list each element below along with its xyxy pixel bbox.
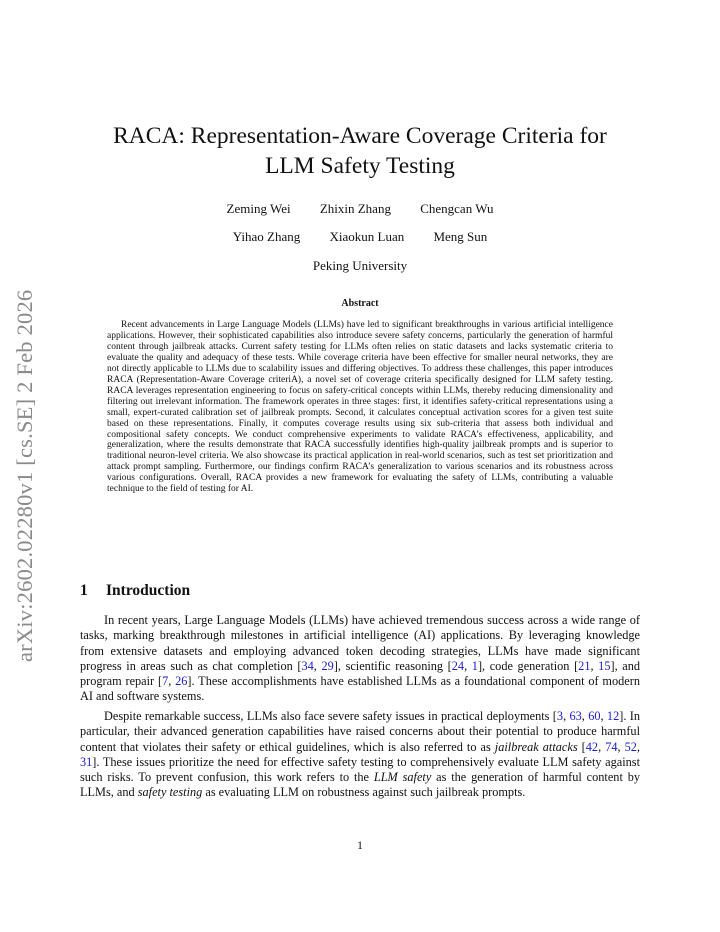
intro-paragraph-2: Despite remarkable success, LLMs also face severe safety issues in practical deployments [3, 63, 60, 12]. In particular, their advanced generation capabilities have raised concerns about their potential to produce harmful content that violates their safety or ethical guidelines, which is also referred to as jailbreak attacks [42, 74, 52, 31]. These issues prioritize the need for effective safety testing to comprehensively evaluate LLM safety against such risks. To prevent confusion, this work refers to the LLM safety as the generation of harmful content by LLMs, and safety testing as evaluating LLM on robustness against such jailbreak prompts. bbox=[80, 709, 640, 800]
citation-link[interactable]: 29 bbox=[321, 658, 334, 673]
citation-link[interactable]: 74 bbox=[605, 739, 618, 754]
title-line-2: LLM Safety Testing bbox=[265, 153, 455, 179]
author-name: Meng Sun bbox=[433, 229, 488, 244]
section-title: Introduction bbox=[106, 582, 191, 599]
citation-link[interactable]: 1 bbox=[471, 658, 478, 673]
text-run: as the generation of harmful content by LLMs, and bbox=[80, 770, 640, 800]
author-name: Xiaokun Luan bbox=[329, 229, 405, 244]
citation-link[interactable]: 24 bbox=[451, 658, 465, 673]
text-run: ], scientific reasoning [ bbox=[333, 658, 452, 673]
title-line-1: RACA: Representation-Aware Coverage Criteria for bbox=[113, 123, 607, 149]
intro-paragraph-1: In recent years, Large Language Models (LLMs) have achieved tremendous success across a wide range of tasks, marking breakthrough milestones in artificial intelligence (AI) applications. By leveraging knowledge from extensive datasets and employing advanced token decoding strategies, LLMs have made significant progress in areas such as chat completion [34, 29], scientific reasoning [24, 1], code generation [21, 15], and program repair [7, 26]. These accomplishments have established LLMs as a foundational component of modern AI and software systems. bbox=[80, 613, 641, 704]
citation-link[interactable]: 63 bbox=[569, 709, 582, 723]
text-run: as evaluating LLM on robustness against such jailbreak prompts. bbox=[202, 785, 526, 800]
paper-title bbox=[80, 121, 640, 181]
citation-link[interactable]: 34 bbox=[301, 658, 314, 673]
affiliation: Peking University bbox=[312, 258, 408, 273]
emphasis: jailbreak attacks bbox=[494, 739, 578, 754]
section-heading bbox=[80, 582, 190, 600]
author-name: Chengcan Wu bbox=[420, 201, 494, 216]
citation-link[interactable]: 3 bbox=[556, 709, 564, 723]
citation-link[interactable]: 42 bbox=[585, 739, 599, 754]
page-number: 1 bbox=[357, 838, 363, 852]
text-run: Despite remarkable success, LLMs also face severe safety issues in practical deployments [ bbox=[104, 709, 557, 723]
arxiv-stamp bbox=[10, 268, 50, 668]
section-number: 1 bbox=[80, 582, 88, 599]
text-run: ], and program repair [ bbox=[80, 658, 641, 689]
author-name: Yihao Zhang bbox=[232, 229, 301, 244]
citation-link[interactable]: 7 bbox=[162, 674, 169, 689]
citation-link[interactable]: 31 bbox=[80, 754, 93, 769]
text-run: ], code generation [ bbox=[477, 658, 579, 673]
citation-link[interactable]: 21 bbox=[578, 658, 591, 673]
citation-link[interactable]: 15 bbox=[598, 658, 611, 673]
author-row-1 bbox=[80, 201, 640, 217]
abstract-text: Recent advancements in Large Language Models (LLMs) have led to significant breakthroughs in various artificial intelligence applications. However, their sophisticated capabilities also introduce severe safety concerns, particularly the generation of harmful content through jailbreak attacks. Current safety testing for LLMs often relies on static datasets and lacks systematic criteria to evaluate the quality and adequacy of these tests. While coverage criteria have been effective for smaller neural networks, they are not directly applicable to LLMs due to scalability issues and differing objectives. To address these challenges, this paper introduces RACA (Representation-Aware Coverage criteriA), a novel set of coverage criteria specifically designed for LLM safety testing. RACA leverages representation engineering to focus on safety-critical concepts within LLMs, thereby reducing dimensionality and filtering out irrelevant information. The framework operates in three stages: first, it identifies safety-critical representations using a small, expert-curated calibration set of jailbreak prompts. Second, it calculates conceptual activation scores for a given test suite based on these representations. Finally, it computes coverage results using six sub-criteria that assess both individual and compositional safety concepts. We conduct comprehensive experiments to validate RACA’s effectiveness, applicability, and generalization, where the results demonstrate that RACA successfully identifies high-quality jailbreak prompts and is superior to traditional neuron-level criteria. We also showcase its practical application in real-world scenarios, such as test set prioritization and attack prompt sampling. Furthermore, our findings confirm RACA’s generalization to various scenarios and its robustness across various configurations. Overall, RACA provides a new framework for evaluating the safety of LLMs, contributing a valuable technique to the field of testing for AI. bbox=[107, 320, 613, 495]
citation-link[interactable]: 26 bbox=[175, 674, 188, 689]
author-row-2 bbox=[80, 229, 640, 245]
emphasis: safety testing bbox=[137, 785, 203, 800]
author-name: Zeming Wei bbox=[226, 201, 291, 216]
text-run: ]. These accomplishments have established LLMs as a foundational component of modern AI and software systems. bbox=[80, 674, 640, 704]
citation-link[interactable]: 52 bbox=[624, 739, 637, 754]
text-run: ]. In particular, their advanced generation capabilities have raised concerns about their potential to produce harmful content that violates their safety or ethical guidelines, which is also referred to as bbox=[80, 709, 640, 754]
text-run: ]. These issues prioritize the need for effective safety testing to comprehensively evaluate LLM safety against such risks. To prevent confusion, this work refers to the bbox=[80, 754, 640, 785]
text-run: In recent years, Large Language Models (LLMs) have achieved tremendous success across a wide range of tasks, marking breakthrough milestones in artificial intelligence (AI) applications. By leveraging knowledge from extensive datasets and employing advanced token decoding strategies, LLMs have made significant progress in areas such as chat completion [ bbox=[80, 613, 640, 673]
text-run: [ bbox=[577, 739, 586, 754]
citation-link[interactable]: 12 bbox=[606, 709, 620, 723]
author-name: Zhixin Zhang bbox=[319, 201, 391, 216]
abstract-heading: Abstract bbox=[341, 298, 379, 309]
arxiv-id: arXiv:2602.02280v1 [cs.SE] 2 Feb 2026 bbox=[12, 289, 37, 662]
emphasis: LLM safety bbox=[373, 770, 432, 785]
citation-link[interactable]: 60 bbox=[588, 709, 601, 723]
